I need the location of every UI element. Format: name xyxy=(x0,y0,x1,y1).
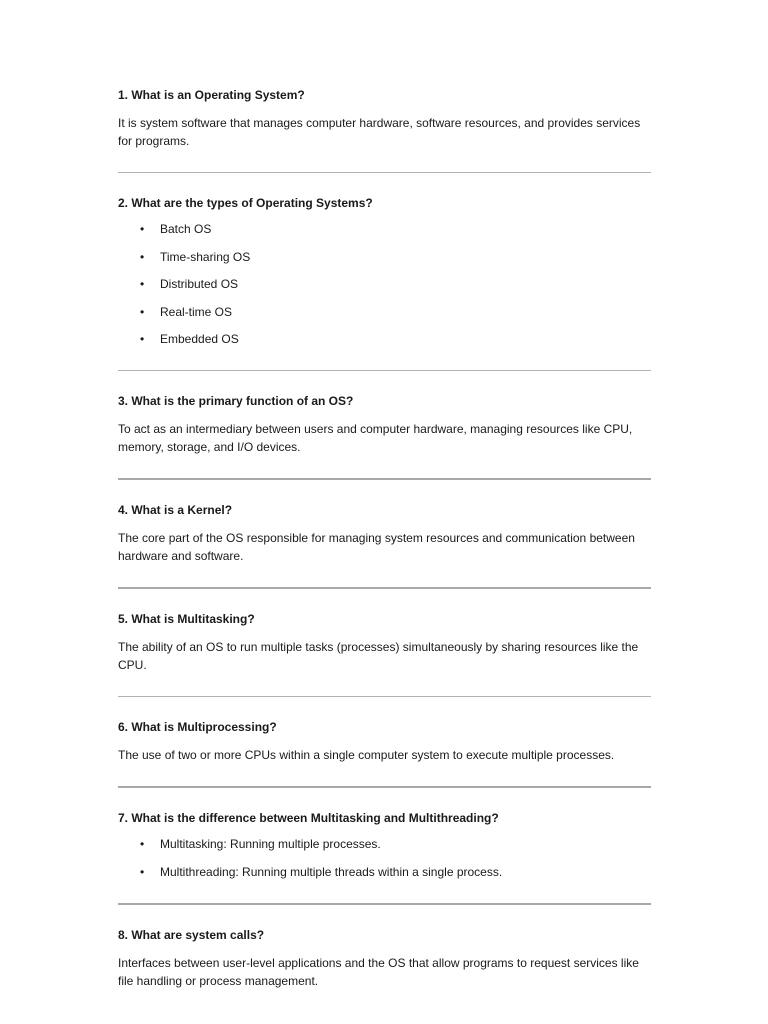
question-answer: The core part of the OS responsible for managing system resources and communication between hardware and software. xyxy=(118,531,635,563)
question-title: 7. What is the difference between Multitasking and Multithreading? xyxy=(118,811,499,825)
list-item-text: Batch OS xyxy=(160,222,212,236)
question-block-4 xyxy=(118,501,651,565)
list-item xyxy=(118,863,651,881)
list-item-text: Real-time OS xyxy=(160,304,233,319)
question-block-5 xyxy=(118,610,651,674)
question-answer: To act as an intermediary between users and computer hardware, managing resources like CPU, memory, storage, and I/O devices. xyxy=(118,422,633,454)
list-item xyxy=(118,835,651,853)
list-item-text: Time-sharing OS xyxy=(160,249,251,264)
bullet-icon: • xyxy=(140,332,145,346)
list-item-text: Embedded OS xyxy=(160,332,239,346)
question-block-1 xyxy=(118,86,651,150)
section-divider xyxy=(118,903,651,905)
question-answer: The use of two or more CPUs within a single computer system to execute multiple processes. xyxy=(118,748,615,762)
list-item-text: Distributed OS xyxy=(160,277,239,291)
question-block-8 xyxy=(118,926,651,990)
list-item xyxy=(118,330,651,348)
qa-content xyxy=(118,86,651,990)
question-answer: It is system software that manages computer hardware, software resources, and provides services for programs. xyxy=(118,116,641,148)
question-title: 1. What is an Operating System? xyxy=(118,88,305,102)
list-item xyxy=(118,248,651,266)
difference-list xyxy=(118,835,651,881)
section-divider xyxy=(118,478,651,480)
os-types-list xyxy=(118,220,651,348)
question-block-6 xyxy=(118,718,651,764)
section-divider xyxy=(118,786,651,788)
bullet-icon: • xyxy=(140,304,145,319)
bullet-icon: • xyxy=(140,249,145,264)
list-item xyxy=(118,275,651,293)
question-answer: The ability of an OS to run multiple tasks (processes) simultaneously by sharing resources like the CPU. xyxy=(118,640,639,672)
section-divider xyxy=(118,370,651,371)
bullet-icon: • xyxy=(140,222,145,236)
bullet-icon: • xyxy=(140,864,145,879)
bullet-icon: • xyxy=(140,277,145,291)
question-title: 2. What are the types of Operating Systems? xyxy=(118,196,373,210)
question-title: 3. What is the primary function of an OS? xyxy=(118,394,354,408)
list-item-text: Multitasking: Running multiple processes. xyxy=(160,837,381,851)
list-item-text: Multithreading: Running multiple threads within a single process. xyxy=(160,864,503,879)
question-block-7 xyxy=(118,809,651,881)
question-title: 6. What is Multiprocessing? xyxy=(118,720,277,734)
question-title: 4. What is a Kernel? xyxy=(118,503,233,517)
question-title: 5. What is Multitasking? xyxy=(118,612,255,626)
section-divider xyxy=(118,172,651,173)
list-item xyxy=(118,303,651,321)
list-item xyxy=(118,220,651,238)
question-answer: Interfaces between user-level applications and the OS that allow programs to request services like file handling or process management. xyxy=(118,955,639,988)
question-block-2 xyxy=(118,194,651,348)
section-divider xyxy=(118,587,651,589)
question-title: 8. What are system calls? xyxy=(118,927,265,942)
bullet-icon: • xyxy=(140,837,145,851)
question-block-3 xyxy=(118,392,651,456)
section-divider xyxy=(118,696,651,697)
